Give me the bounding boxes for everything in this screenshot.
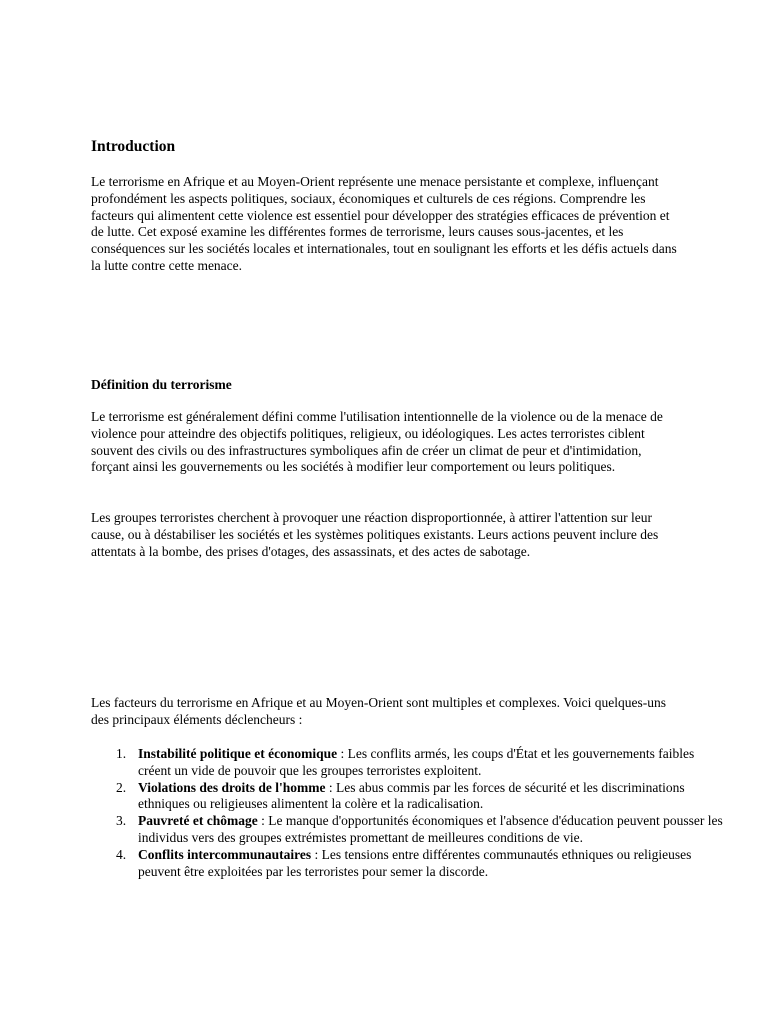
list-item-number: 3. (116, 813, 127, 829)
factors-intro-paragraph: Les facteurs du terrorisme en Afrique et au Moyen-Orient sont multiples et complexes. Voici quelques-uns des principaux éléments déclencheurs : (91, 695, 666, 727)
list-item (116, 846, 730, 881)
list-item (116, 813, 730, 847)
list-item (116, 779, 730, 814)
list-item-number: 1. (116, 746, 127, 761)
list-item (116, 746, 730, 780)
introduction-paragraph: Le terrorisme en Afrique et au Moyen-Orient représente une menace persistante et complexe, influençant profondément les aspects politiques, sociaux, économiques et culturels de ces régions. Comprendre les facteurs qui alimentent cette violence est essentiel pour développer des stratégies efficaces de prévention et de lutte. Cet exposé examine les différentes formes de terrorisme, leurs causes sous-jacentes, et les conséquences sur les sociétés locales et internationales, tout en soulignant les efforts et les défis actuels dans la lutte contre cette menace. (91, 174, 677, 273)
list-item-title: Conflits intercommunautaires (138, 846, 312, 862)
list-item-number: 2. (116, 779, 127, 795)
list-item-text: : Les abus commis par les forces de sécurité et les discriminations ethniques ou religieuses alimentent la colère et la radicalisation. (138, 779, 685, 812)
definition-paragraph-2: Les groupes terroristes cherchent à provoquer une réaction disproportionnée, à attirer l'attention sur leur cause, ou à déstabiliser les sociétés et les systèmes politiques existants. Leurs actions peuvent inclure des attentats à la bombe, des prises d'otages, des assassinats, et des actes de sabotage. (91, 510, 659, 559)
definition-paragraph-1: Le terrorisme est généralement défini comme l'utilisation intentionnelle de la violence ou de la menace de violence pour atteindre des objectifs politiques, religieux, ou idéologiques. Les actes terroristes ciblent souvent des civils ou des infrastructures symboliques afin de créer un climat de peur et d'intimidation, forçant ainsi les gouvernements ou les sociétés à modifier leur comportement ou leurs politiques. (91, 409, 663, 475)
introduction-heading: Introduction (91, 138, 176, 155)
list-item-text: : Les conflits armés, les coups d'État et les gouvernements faibles créent un vide de pouvoir que les groupes terroristes exploitent. (138, 746, 695, 778)
list-item-title: Pauvreté et chômage (138, 813, 258, 829)
list-item-number: 4. (116, 846, 127, 862)
list-item-title: Instabilité politique et économique (138, 746, 338, 761)
factors-list (91, 746, 730, 880)
list-item-text: : Les tensions entre différentes communautés ethniques ou religieuses peuvent être exploitées par les terroristes pour semer la discorde. (138, 846, 692, 879)
list-item-title: Violations des droits de l'homme (138, 779, 326, 795)
list-item-text: : Le manque d'opportunités économiques et l'absence d'éducation peuvent pousser les individus vers des groupes extrémistes promettant de meilleures conditions de vie. (138, 813, 723, 845)
definition-heading: Définition du terrorisme (91, 377, 232, 392)
